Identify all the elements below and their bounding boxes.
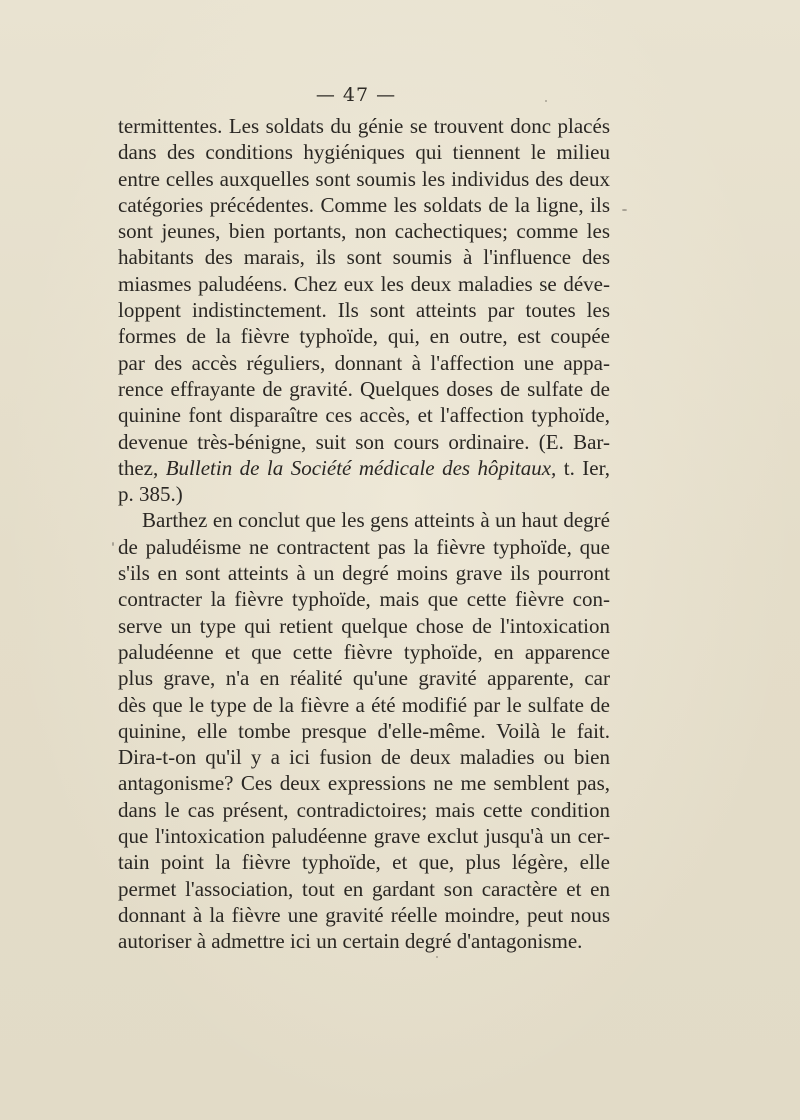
paragraph-start-line: Barthez en conclut que les gens atteints à un haut degré <box>142 508 610 533</box>
text-line: de paludéisme ne contractent pas la fièvre typhoïde, que <box>118 534 610 559</box>
text-line: antagonisme? Ces deux expressions ne me semblent pas, <box>118 771 610 796</box>
text-line: devenue très-bénigne, suit son cours ordinaire. (E. Bar- <box>118 429 610 454</box>
citation-volume: t. Ier, <box>563 455 611 480</box>
text-line: rence effrayante de gravité. Quelques doses de sulfate de <box>118 376 610 401</box>
text-line: autoriser à admettre ici un certain degré d'antagonisme. <box>118 929 583 954</box>
text-line: quinine font disparaître ces accès, et l'affection typhoïde, <box>118 403 610 428</box>
text-line: par des accès réguliers, donnant à l'affection une appa- <box>118 350 610 375</box>
text-line: serve un type qui retient quelque chose de l'intoxication <box>118 613 610 638</box>
paper-speck <box>436 956 438 958</box>
text-line: miasmes paludéens. Chez eux les deux maladies se déve- <box>118 271 610 296</box>
text-line: catégories précédentes. Comme les soldats de la ligne, ils <box>118 192 610 217</box>
text-line: contracter la fièvre typhoïde, mais que cette fièvre con- <box>118 587 610 612</box>
text-line: Dira-t-on qu'il y a ici fusion de deux maladies ou bien <box>118 745 610 770</box>
citation-line <box>118 455 610 481</box>
citation-journal: Bulletin de la Société médicale des hôpitaux, <box>165 455 557 480</box>
text-line: sont jeunes, bien portants, non cachectiques; comme les <box>118 219 610 244</box>
text-line: permet l'association, tout en gardant son caractère et en <box>118 876 610 901</box>
text-line: paludéenne et que cette fièvre typhoïde, en apparence <box>118 639 610 664</box>
paper-speck <box>622 209 627 211</box>
text-line: dès que le type de la fièvre a été modifié par le sulfate de <box>118 692 610 717</box>
paper-speck <box>112 542 114 546</box>
body-text <box>118 113 610 955</box>
text-line: dans des conditions hygiéniques qui tiennent le milieu <box>118 140 610 165</box>
text-line: s'ils en sont atteints à un degré moins grave ils pourront <box>118 561 610 586</box>
text-line: tain point la fièvre typhoïde, et que, plus légère, elle <box>118 850 610 875</box>
text-line: quinine, elle tombe presque d'elle-même. Voilà le fait. <box>118 718 610 743</box>
text-line: donnant à la fièvre une gravité réelle moindre, peut nous <box>118 902 610 927</box>
text-line: termittentes. Les soldats du génie se trouvent donc placés <box>118 114 610 138</box>
text-line: formes de la fièvre typhoïde, qui, en outre, est coupée <box>118 324 610 349</box>
page-number: — 47 — <box>315 84 397 106</box>
text-line: dans le cas présent, contradictoires; mais cette condition <box>118 797 610 822</box>
text-line: plus grave, n'a en réalité qu'une gravité apparente, car <box>118 666 610 691</box>
paper-speck <box>545 100 547 102</box>
text-line: habitants des marais, ils sont soumis à l'influence des <box>118 245 610 270</box>
text-line: que l'intoxication paludéenne grave exclut jusqu'à un cer- <box>118 824 610 849</box>
text-line: entre celles auxquelles sont soumis les individus des deux <box>118 166 610 191</box>
text-line: p. 385.) <box>118 482 183 507</box>
citation-author: thez, <box>118 455 159 480</box>
text-line: loppent indistinctement. Ils sont atteints par toutes les <box>118 298 610 323</box>
